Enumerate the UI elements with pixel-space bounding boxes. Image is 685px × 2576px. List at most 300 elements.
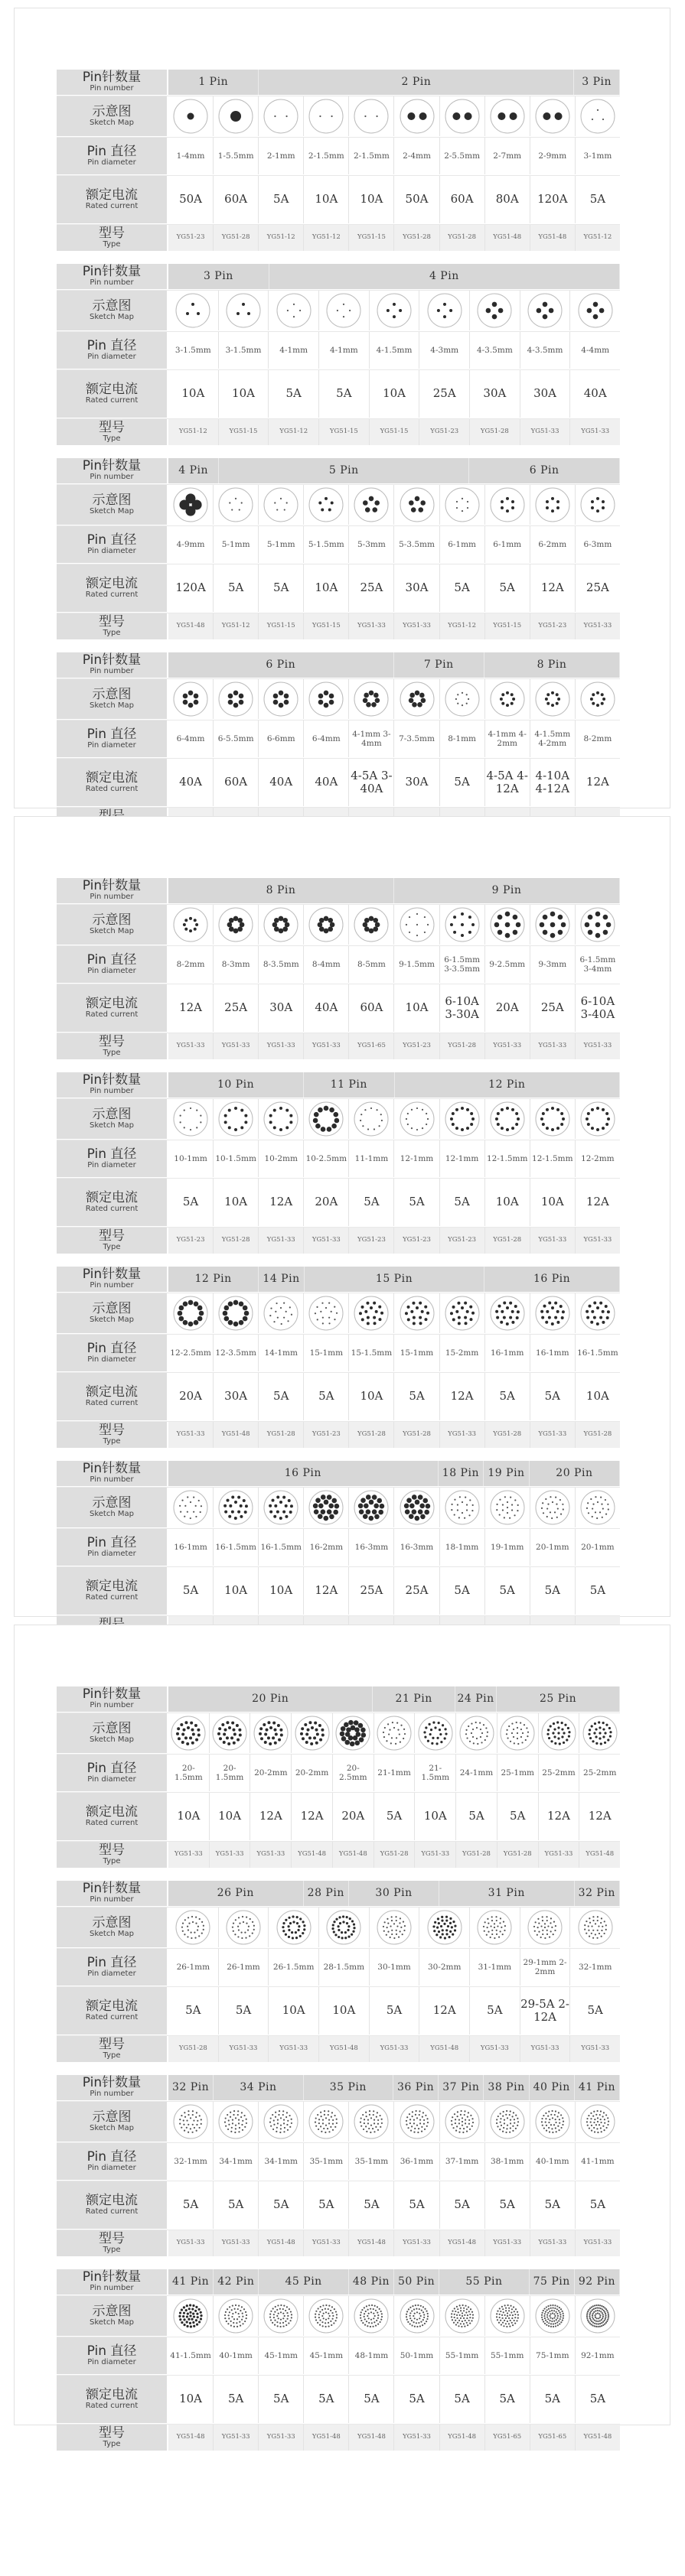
pin-dot [456, 2116, 458, 2117]
pin-dot [507, 2125, 508, 2126]
pin-group-header: 6 Pin [469, 458, 620, 483]
pin-dot [555, 1496, 556, 1498]
pin-dot [334, 1112, 339, 1117]
pin-dot [502, 2311, 504, 2313]
pin-dot [238, 2119, 240, 2121]
pin-dot [277, 1317, 279, 1319]
pin-diameter-label-en: Pin diameter [87, 1355, 136, 1364]
pin-dot [338, 1925, 340, 1927]
catalog-page [14, 1625, 670, 2448]
pin-group-header: 7 Pin [394, 652, 484, 678]
pin-dot [497, 112, 505, 120]
type-label-cn: 型号 [99, 613, 125, 629]
pin-dot [363, 1514, 368, 1519]
pin-dot [409, 2315, 410, 2317]
pin-dot [597, 2121, 599, 2122]
pin-dot [346, 1922, 348, 1924]
pin-dot [191, 1937, 193, 1939]
connector-face-icon [444, 681, 481, 717]
connector-face-icon [263, 1101, 299, 1137]
pin-diameter-value: 5-1mm [259, 526, 304, 563]
pin-dot [406, 1113, 408, 1114]
pin-dot [334, 2126, 336, 2128]
rated-current-value: 5A [349, 2181, 394, 2229]
pin-dot [556, 2317, 558, 2319]
pin-dot [453, 2322, 455, 2324]
pin-dot [409, 2307, 411, 2308]
pin-dot [589, 2314, 590, 2315]
type-label-en: Type [103, 434, 121, 443]
rated-current-value: 12A [304, 1567, 349, 1615]
rated-current-value: 5A [168, 1987, 219, 2034]
pin-dot [248, 1926, 250, 1927]
pin-dot [364, 2316, 365, 2317]
pin-dot [419, 2122, 420, 2124]
type-label-en: Type [103, 1436, 121, 1446]
pin-dot [274, 1321, 276, 1322]
rated-current-value: 10A [259, 1567, 304, 1615]
pin-dot [552, 2317, 553, 2319]
sketch-cell [214, 96, 259, 136]
pin-dot [191, 303, 194, 306]
pin-dot [458, 2122, 459, 2124]
connector-face-icon [325, 1909, 362, 1946]
pin-dot [234, 1128, 237, 1131]
pin-dot [468, 2306, 469, 2308]
pin-dot [552, 2117, 553, 2119]
rated-current-value: 80A [485, 176, 530, 223]
pin-dot [325, 2117, 327, 2119]
type-value: YG51-33 [304, 1033, 349, 1059]
pin-diameter-value: 75-1mm [530, 2337, 576, 2374]
pin-dot [509, 2132, 510, 2133]
pin-dot [462, 2312, 463, 2314]
pin-diameter-value: 15-1.5mm [349, 1335, 394, 1371]
pin-dot [490, 1937, 491, 1938]
pin-dot [188, 1929, 189, 1930]
pin-dot [469, 2323, 471, 2324]
pin-dot [320, 2112, 321, 2113]
pin-dot [547, 1729, 550, 1731]
pin-dot [377, 2317, 379, 2319]
pin-dot [586, 2317, 588, 2319]
pin-number-label-en: Pin number [90, 2284, 134, 2293]
pin-dot [540, 1310, 543, 1313]
pin-dot [589, 1935, 590, 1937]
pin-dot [348, 1925, 351, 1927]
pin-dot [506, 497, 509, 500]
pin-dot [281, 1323, 282, 1325]
pin-dot [605, 1924, 606, 1926]
pin-dot [555, 2325, 556, 2327]
connector-face-icon [534, 98, 571, 135]
pin-dot [181, 1927, 183, 1928]
pin-dot [295, 1937, 298, 1939]
pin-dot [305, 1741, 308, 1744]
pin-number-label-en: Pin number [90, 1281, 134, 1290]
rated-current-label-en: Rated current [85, 784, 139, 793]
pin-dot [285, 2116, 287, 2118]
pin-dot [602, 2308, 603, 2310]
pin-dot [199, 1311, 204, 1316]
pin-dot [605, 1112, 608, 1115]
pin-dot [235, 2128, 236, 2129]
connector-face-icon [308, 98, 344, 135]
type-row [57, 1227, 620, 1254]
pin-dot [408, 698, 413, 704]
pin-dot [373, 2317, 375, 2319]
pin-dot [279, 1729, 282, 1732]
pin-dot [608, 2315, 609, 2317]
pin-dot [397, 1729, 399, 1731]
pin-dot [567, 1727, 569, 1729]
pin-dot [501, 500, 504, 503]
pin-dot [605, 2318, 606, 2320]
pin-dot [557, 698, 560, 701]
pin-dot [369, 929, 374, 934]
pin-dot [332, 1124, 338, 1129]
pin-dot [472, 2122, 474, 2123]
pin-dot [588, 1512, 589, 1514]
sketch-map-label [57, 1293, 168, 1333]
pin-dot [329, 2315, 331, 2317]
pin-dot [183, 700, 188, 705]
pin-dot [505, 2317, 507, 2319]
type-value: YG51-33 [214, 2425, 259, 2451]
pin-dot [289, 2308, 290, 2310]
pin-dot [466, 2126, 468, 2128]
sketch-cell [214, 2296, 259, 2336]
pin-dot [513, 2306, 514, 2308]
pin-dot [191, 2308, 194, 2310]
pin-dot [181, 1741, 184, 1744]
pin-dot [587, 2311, 589, 2312]
pin-dot [599, 2314, 601, 2316]
pin-dot [562, 2313, 563, 2314]
pin-dot [596, 2317, 598, 2319]
pin-dot [247, 312, 250, 315]
pin-dot [372, 702, 377, 707]
pin-dot [316, 2311, 318, 2312]
pin-dot [426, 924, 428, 925]
pin-dot [509, 2326, 510, 2327]
pin-dot [461, 1306, 464, 1309]
rated-current-label-en: Rated current [85, 1592, 139, 1602]
sketch-map-label-cn: 示意图 [92, 1914, 132, 1930]
pin-dot [589, 2316, 590, 2317]
pin-dot [584, 1928, 586, 1930]
pin-dot [502, 2116, 504, 2117]
pin-dot [229, 918, 234, 923]
pin-dot [461, 912, 464, 916]
connector-face-icon [276, 292, 312, 329]
pin-dot [462, 498, 463, 499]
sketch-cell [333, 1713, 374, 1753]
pin-dot [353, 1930, 355, 1933]
pin-dot [455, 2311, 456, 2312]
type-value: YG51-33 [581, 2044, 610, 2053]
pin-dot [592, 1916, 594, 1917]
pin-dot [180, 1115, 181, 1117]
sketch-cell [168, 1293, 214, 1333]
sketch-map-label-en: Sketch Map [90, 1509, 134, 1518]
pin-dot [413, 2308, 414, 2310]
pin-dot [191, 1932, 192, 1934]
pin-dot [410, 1310, 413, 1313]
pin-dot [318, 694, 324, 699]
pin-dot [486, 1735, 488, 1737]
pin-dot [586, 1508, 588, 1509]
pin-dot [460, 2308, 462, 2309]
sketch-cell [530, 2296, 576, 2336]
pin-dot [517, 1310, 520, 1313]
pin-dot [359, 1509, 364, 1514]
pin-dot [373, 693, 379, 698]
type-value: YG51-15 [370, 419, 420, 445]
type-row [57, 613, 620, 640]
pin-dot [450, 923, 453, 926]
pin-dot [550, 1725, 552, 1727]
pin-dot [279, 2110, 280, 2112]
connector-face-icon [534, 906, 571, 943]
pin-dot [336, 2317, 338, 2318]
pin-dot [228, 700, 233, 705]
pin-dot [587, 2320, 589, 2321]
pin-dot [246, 2119, 247, 2120]
pin-dot [548, 2325, 550, 2327]
pin-dot [434, 1726, 436, 1729]
pin-dot [428, 1723, 430, 1725]
pin-dot [322, 2315, 324, 2317]
pin-dot [380, 1312, 383, 1315]
pin-dot [186, 2321, 188, 2323]
pin-dot [241, 2112, 243, 2113]
pin-dot [546, 500, 549, 503]
type-value: YG51-48 [214, 1422, 259, 1448]
pin-dot [602, 1728, 605, 1730]
pin-group-header: 32 Pin [168, 2075, 214, 2100]
pin-diameter-value: 32-1mm [578, 1962, 612, 1972]
pin-dot [433, 1930, 435, 1932]
pin-dot [503, 1517, 504, 1518]
pin-dot [253, 1929, 255, 1930]
type-value: YG51-28 [485, 1422, 530, 1448]
pin-dot [228, 2317, 230, 2319]
pin-dot [471, 1729, 473, 1730]
pin-dot [501, 2306, 503, 2308]
pin-dot [437, 1922, 439, 1924]
pin-diameter-cells [168, 2143, 620, 2180]
type-value: YG51-15 [259, 613, 304, 639]
sketch-cells [168, 1713, 620, 1753]
type-value: YG51-33 [210, 1842, 251, 1868]
pin-dot [556, 1108, 559, 1111]
pin-dot [543, 915, 548, 920]
pin-number-label-cn: Pin针数量 [82, 70, 142, 86]
pin-dot [187, 1511, 188, 1513]
pin-dot [510, 2305, 511, 2307]
pin-dot [494, 1927, 495, 1928]
pin-dot [444, 1728, 446, 1730]
pin-dot [426, 2126, 427, 2127]
rated-current-label [57, 564, 168, 612]
pin-dot [599, 1732, 601, 1734]
pin-dot [334, 2322, 335, 2324]
pin-dot [275, 2320, 276, 2321]
pin-dot [551, 1128, 554, 1131]
connector-face-icon [579, 681, 616, 717]
pin-diameter-value: 10-2mm [259, 1140, 304, 1177]
pin-dot [546, 2125, 547, 2126]
pin-dot [608, 2317, 609, 2318]
pin-dot [419, 2110, 420, 2112]
pin-dot [464, 1316, 467, 1319]
pin-dot [506, 1107, 509, 1110]
sketch-cell [576, 679, 620, 719]
pin-dot [332, 2318, 334, 2320]
pin-dot [423, 1731, 426, 1733]
sketch-map-row [57, 904, 620, 945]
pin-dot [273, 2119, 275, 2121]
pin-dot [515, 1123, 518, 1126]
pin-diameter-value: 28-1.5mm [319, 1949, 370, 1986]
pin-dot [368, 2317, 370, 2319]
pin-diameter-value: 2-5.5mm [440, 138, 485, 174]
pin-dot [520, 1736, 522, 1738]
pin-dot [453, 931, 456, 934]
pin-dot [197, 1316, 203, 1322]
pin-dot [217, 1732, 220, 1735]
pin-group-header: 40 Pin [530, 2075, 575, 2100]
pin-dot [589, 2312, 591, 2314]
pin-dot [468, 2311, 469, 2312]
pin-dot [419, 2313, 420, 2314]
pin-diameter-value: 20-1.5mm [168, 1755, 210, 1791]
pin-dot [496, 1316, 499, 1319]
pin-dot [338, 1929, 341, 1931]
pin-dot [282, 2317, 284, 2319]
pin-dot [373, 2313, 375, 2314]
pin-group-header: 12 Pin [395, 1072, 621, 1098]
rated-current-value: 5A [530, 2181, 576, 2229]
pin-dot [387, 1923, 389, 1924]
pin-dot [183, 1320, 188, 1325]
connector-face-icon [172, 2298, 209, 2334]
pin-dot [259, 1732, 262, 1735]
pin-dot [506, 2110, 507, 2112]
pin-dot [475, 1722, 476, 1723]
pin-group-header: 37 Pin [439, 2075, 484, 2100]
pin-diameter-label-cn: Pin 直径 [86, 1954, 137, 1970]
pin-group-header: 36 Pin [393, 2075, 439, 2100]
pin-dot [228, 1302, 233, 1307]
sketch-map-row [57, 1293, 620, 1334]
pin-dot [465, 2119, 466, 2121]
pin-dot [179, 1505, 181, 1507]
pin-dot [445, 1916, 448, 1918]
connector-face-icon [399, 906, 435, 943]
pin-dot [544, 2323, 546, 2324]
pin-dot [244, 1311, 250, 1316]
pin-dot [374, 1504, 380, 1509]
pin-dot [272, 922, 278, 928]
pin-dot [426, 2313, 428, 2314]
pin-dot [244, 1114, 247, 1117]
pin-dot [269, 1726, 272, 1729]
pin-dot [458, 2304, 460, 2306]
pin-dot [369, 1516, 374, 1521]
pin-dot [240, 2310, 241, 2311]
pin-dot [201, 1921, 203, 1923]
pin-dot [413, 2326, 415, 2327]
pin-dot [439, 1936, 442, 1938]
pin-dot [592, 2322, 594, 2324]
pin-dot [507, 2304, 508, 2306]
pin-dot [424, 1318, 427, 1321]
pin-dot [591, 2321, 592, 2322]
pin-dot [404, 1312, 407, 1315]
pin-dot [393, 1923, 395, 1924]
pin-dot [537, 1918, 539, 1920]
pin-dot [188, 1936, 189, 1937]
pin-dot [562, 1117, 565, 1120]
pin-dot [510, 2322, 512, 2324]
pin-dot [497, 2311, 498, 2312]
pin-dot [377, 2123, 379, 2125]
pin-dot [305, 1733, 308, 1736]
pin-dot [417, 702, 422, 707]
connector-face-icon [217, 486, 254, 523]
pin-dot [395, 1916, 396, 1917]
pin-dot [238, 1917, 240, 1918]
pin-diameter-value: 21-1mm [374, 1755, 416, 1791]
pin-dot [455, 501, 457, 503]
pin-dot [412, 702, 417, 707]
rated-current-value: 10A [168, 1793, 210, 1840]
pin-dot [409, 500, 414, 506]
pin-dot [601, 2325, 602, 2327]
connector-face-icon [399, 2298, 435, 2334]
pin-dot [237, 1936, 239, 1937]
pin-dot [507, 2321, 508, 2322]
pin-dot [221, 1723, 224, 1726]
pin-dot [597, 1501, 599, 1503]
pin-dot [233, 1930, 234, 1932]
pin-dot [415, 2322, 416, 2324]
pin-number-row [57, 2269, 620, 2295]
pin-diameter-value: 34-1mm [214, 2143, 259, 2180]
pin-dot [496, 1916, 497, 1917]
pin-dot [291, 1937, 293, 1939]
pin-dot [263, 1723, 266, 1726]
sketch-map-label-cn: 示意图 [92, 1300, 132, 1316]
pin-dot [194, 1724, 197, 1727]
pin-dot [495, 1117, 498, 1120]
pin-dot [280, 1734, 283, 1737]
connector-face-icon [399, 486, 435, 523]
rated-current-value: 5A [589, 2197, 606, 2212]
type-value: YG51-48 [485, 225, 530, 251]
pin-dot [194, 919, 197, 922]
connector-face-icon [308, 486, 344, 523]
rated-current-value: 5A [485, 2376, 530, 2423]
pin-dot [542, 1930, 543, 1931]
type-value: YG51-28 [440, 225, 485, 251]
pin-dot [545, 1498, 546, 1500]
sketch-map-label [57, 1908, 168, 1947]
pin-dot [190, 2325, 192, 2327]
pin-dot [600, 1496, 602, 1498]
